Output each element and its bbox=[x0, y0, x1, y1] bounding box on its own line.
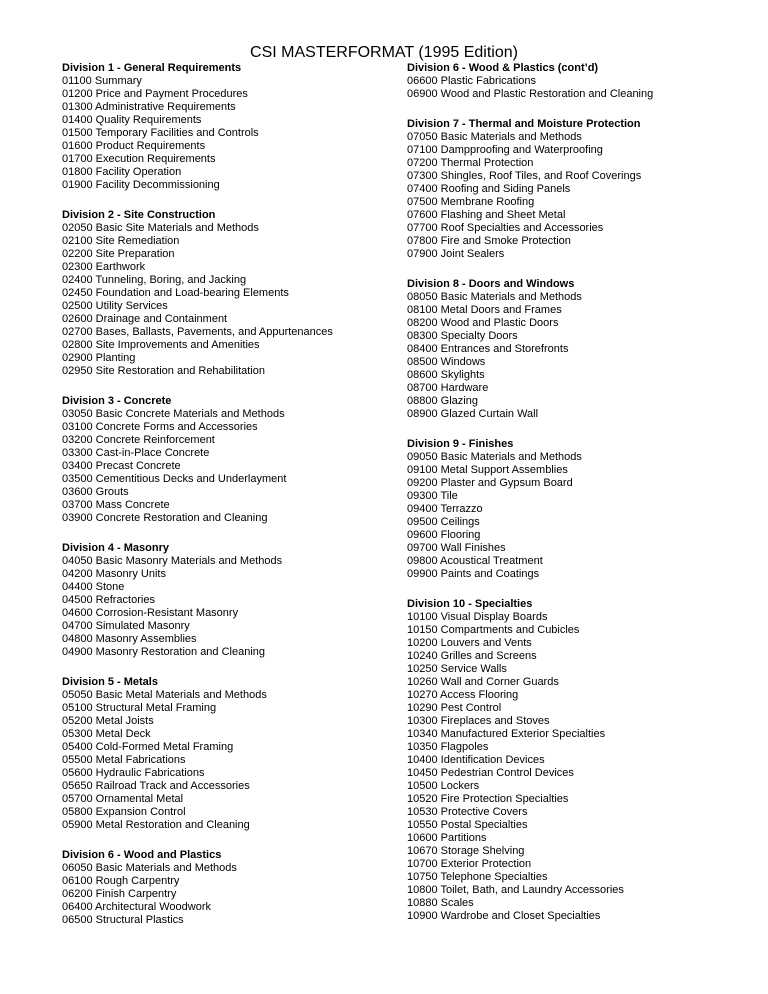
section-item: 07050 Basic Materials and Methods bbox=[407, 131, 582, 143]
section-item: 10350 Flagpoles bbox=[407, 741, 489, 753]
section-item: 10530 Protective Covers bbox=[407, 806, 528, 818]
section-item: 05900 Metal Restoration and Cleaning bbox=[62, 819, 250, 831]
section-item: 01300 Administrative Requirements bbox=[62, 101, 236, 113]
section-item: 02400 Tunneling, Boring, and Jacking bbox=[62, 274, 247, 286]
section-item: 10340 Manufactured Exterior Specialties bbox=[407, 728, 606, 740]
division-heading: Division 9 - Finishes bbox=[407, 438, 514, 450]
division-heading: Division 2 - Site Construction bbox=[62, 209, 216, 221]
section-item: 09600 Flooring bbox=[407, 529, 481, 541]
division-block bbox=[407, 438, 747, 581]
section-item: 03700 Mass Concrete bbox=[62, 499, 170, 511]
section-item: 10150 Compartments and Cubicles bbox=[407, 624, 580, 636]
division-block bbox=[407, 278, 747, 421]
section-item: 09100 Metal Support Assemblies bbox=[407, 464, 568, 476]
section-item: 02200 Site Preparation bbox=[62, 248, 175, 260]
section-item: 05300 Metal Deck bbox=[62, 728, 151, 740]
section-item: 10450 Pedestrian Control Devices bbox=[407, 767, 574, 779]
section-item: 10100 Visual Display Boards bbox=[407, 611, 548, 623]
section-item: 06200 Finish Carpentry bbox=[62, 888, 177, 900]
section-item: 01800 Facility Operation bbox=[62, 166, 182, 178]
section-item: 08500 Windows bbox=[407, 356, 486, 368]
section-item: 02450 Foundation and Load-bearing Elements bbox=[62, 287, 289, 299]
section-item: 07500 Membrane Roofing bbox=[407, 196, 535, 208]
section-item: 02950 Site Restoration and Rehabilitation bbox=[62, 365, 266, 377]
section-item: 01100 Summary bbox=[62, 75, 142, 87]
section-item: 05050 Basic Metal Materials and Methods bbox=[62, 689, 267, 701]
left-column bbox=[62, 62, 392, 944]
division-heading: Division 6 - Wood & Plastics (cont’d) bbox=[407, 62, 599, 74]
section-item: 10400 Identification Devices bbox=[407, 754, 545, 766]
section-item: 04900 Masonry Restoration and Cleaning bbox=[62, 646, 266, 658]
section-item: 03400 Precast Concrete bbox=[62, 460, 181, 472]
section-item: 06050 Basic Materials and Methods bbox=[62, 862, 237, 874]
section-item: 04500 Refractories bbox=[62, 594, 155, 606]
division-heading: Division 3 - Concrete bbox=[62, 395, 172, 407]
section-item: 03300 Cast-in-Place Concrete bbox=[62, 447, 210, 459]
division-block bbox=[62, 395, 392, 525]
division-block bbox=[407, 62, 747, 101]
section-item: 05800 Expansion Control bbox=[62, 806, 186, 818]
division-heading: Division 10 - Specialties bbox=[407, 598, 533, 610]
section-item: 02700 Bases, Ballasts, Pavements, and Appurtenances bbox=[62, 326, 333, 338]
section-item: 08800 Glazing bbox=[407, 395, 478, 407]
section-item: 06100 Rough Carpentry bbox=[62, 875, 180, 887]
section-item: 10240 Grilles and Screens bbox=[407, 650, 537, 662]
section-item: 09050 Basic Materials and Methods bbox=[407, 451, 582, 463]
division-block bbox=[62, 676, 392, 832]
section-item: 05400 Cold-Formed Metal Framing bbox=[62, 741, 234, 753]
section-item: 03900 Concrete Restoration and Cleaning bbox=[62, 512, 268, 524]
section-item: 05700 Ornamental Metal bbox=[62, 793, 184, 805]
section-item: 10900 Wardrobe and Closet Specialties bbox=[407, 910, 601, 922]
division-block bbox=[62, 209, 392, 378]
division-block bbox=[62, 542, 392, 659]
section-item: 08100 Metal Doors and Frames bbox=[407, 304, 562, 316]
section-item: 05600 Hydraulic Fabrications bbox=[62, 767, 205, 779]
section-item: 02050 Basic Site Materials and Methods bbox=[62, 222, 259, 234]
section-item: 08050 Basic Materials and Methods bbox=[407, 291, 582, 303]
section-item: 01600 Product Requirements bbox=[62, 140, 206, 152]
section-item: 09900 Paints and Coatings bbox=[407, 568, 540, 580]
section-item: 10700 Exterior Protection bbox=[407, 858, 532, 870]
section-item: 07800 Fire and Smoke Protection bbox=[407, 235, 571, 247]
section-item: 05650 Railroad Track and Accessories bbox=[62, 780, 250, 792]
section-item: 04050 Basic Masonry Materials and Methods bbox=[62, 555, 283, 567]
division-block bbox=[62, 849, 392, 927]
section-item: 10750 Telephone Specialties bbox=[407, 871, 548, 883]
section-item: 06600 Plastic Fabrications bbox=[407, 75, 537, 87]
section-item: 02100 Site Remediation bbox=[62, 235, 180, 247]
section-item: 04600 Corrosion-Resistant Masonry bbox=[62, 607, 239, 619]
section-item: 03600 Grouts bbox=[62, 486, 129, 498]
section-item: 10670 Storage Shelving bbox=[407, 845, 525, 857]
section-item: 10300 Fireplaces and Stoves bbox=[407, 715, 550, 727]
section-item: 10800 Toilet, Bath, and Laundry Accessories bbox=[407, 884, 624, 896]
section-item: 07700 Roof Specialties and Accessories bbox=[407, 222, 604, 234]
division-heading: Division 7 - Thermal and Moisture Protection bbox=[407, 118, 641, 130]
section-item: 09700 Wall Finishes bbox=[407, 542, 506, 554]
section-item: 01700 Execution Requirements bbox=[62, 153, 216, 165]
section-item: 06400 Architectural Woodwork bbox=[62, 901, 211, 913]
section-item: 03500 Cementitious Decks and Underlayment bbox=[62, 473, 287, 485]
section-item: 09300 Tile bbox=[407, 490, 458, 502]
division-heading: Division 8 - Doors and Windows bbox=[407, 278, 575, 290]
section-item: 09500 Ceilings bbox=[407, 516, 480, 528]
section-item: 01400 Quality Requirements bbox=[62, 114, 202, 126]
section-item: 08200 Wood and Plastic Doors bbox=[407, 317, 559, 329]
division-heading: Division 4 - Masonry bbox=[62, 542, 169, 554]
section-item: 10880 Scales bbox=[407, 897, 474, 909]
section-item: 01500 Temporary Facilities and Controls bbox=[62, 127, 259, 139]
section-item: 01900 Facility Decommissioning bbox=[62, 179, 220, 191]
section-item: 02900 Planting bbox=[62, 352, 136, 364]
document-title: CSI MASTERFORMAT (1995 Edition) bbox=[250, 44, 518, 61]
section-item: 08300 Specialty Doors bbox=[407, 330, 518, 342]
division-block bbox=[407, 598, 747, 923]
section-item: 06900 Wood and Plastic Restoration and Cleaning bbox=[407, 88, 654, 100]
section-item: 10250 Service Walls bbox=[407, 663, 507, 675]
section-item: 07900 Joint Sealers bbox=[407, 248, 505, 260]
section-item: 05200 Metal Joists bbox=[62, 715, 154, 727]
section-item: 09800 Acoustical Treatment bbox=[407, 555, 543, 567]
section-item: 10290 Pest Control bbox=[407, 702, 502, 714]
section-item: 02500 Utility Services bbox=[62, 300, 168, 312]
section-item: 10520 Fire Protection Specialties bbox=[407, 793, 569, 805]
section-item: 10260 Wall and Corner Guards bbox=[407, 676, 559, 688]
section-item: 08400 Entrances and Storefronts bbox=[407, 343, 569, 355]
section-item: 10270 Access Flooring bbox=[407, 689, 519, 701]
section-item: 03200 Concrete Reinforcement bbox=[62, 434, 215, 446]
section-item: 04700 Simulated Masonry bbox=[62, 620, 190, 632]
section-item: 05100 Structural Metal Framing bbox=[62, 702, 217, 714]
section-item: 07600 Flashing and Sheet Metal bbox=[407, 209, 566, 221]
division-heading: Division 5 - Metals bbox=[62, 676, 158, 688]
section-item: 09200 Plaster and Gypsum Board bbox=[407, 477, 573, 489]
section-item: 07300 Shingles, Roof Tiles, and Roof Coverings bbox=[407, 170, 642, 182]
section-item: 08600 Skylights bbox=[407, 369, 485, 381]
section-item: 10600 Partitions bbox=[407, 832, 487, 844]
section-item: 10550 Postal Specialties bbox=[407, 819, 528, 831]
section-item: 02600 Drainage and Containment bbox=[62, 313, 228, 325]
section-item: 02300 Earthwork bbox=[62, 261, 146, 273]
section-item: 06500 Structural Plastics bbox=[62, 914, 184, 926]
section-item: 01200 Price and Payment Procedures bbox=[62, 88, 248, 100]
section-item: 03100 Concrete Forms and Accessories bbox=[62, 421, 258, 433]
section-item: 07100 Dampproofing and Waterproofing bbox=[407, 144, 603, 156]
section-item: 04200 Masonry Units bbox=[62, 568, 166, 580]
section-item: 08900 Glazed Curtain Wall bbox=[407, 408, 539, 420]
section-item: 09400 Terrazzo bbox=[407, 503, 483, 515]
division-block bbox=[62, 62, 392, 192]
division-heading: Division 1 - General Requirements bbox=[62, 62, 242, 74]
division-heading: Division 6 - Wood and Plastics bbox=[62, 849, 222, 861]
right-column bbox=[407, 62, 747, 940]
section-item: 05500 Metal Fabrications bbox=[62, 754, 186, 766]
section-item: 07200 Thermal Protection bbox=[407, 157, 534, 169]
section-item: 04800 Masonry Assemblies bbox=[62, 633, 197, 645]
division-block bbox=[407, 118, 747, 261]
section-item: 10500 Lockers bbox=[407, 780, 480, 792]
section-item: 03050 Basic Concrete Materials and Methods bbox=[62, 408, 285, 420]
section-item: 02800 Site Improvements and Amenities bbox=[62, 339, 260, 351]
section-item: 10200 Louvers and Vents bbox=[407, 637, 532, 649]
section-item: 07400 Roofing and Siding Panels bbox=[407, 183, 571, 195]
section-item: 08700 Hardware bbox=[407, 382, 489, 394]
section-item: 04400 Stone bbox=[62, 581, 125, 593]
